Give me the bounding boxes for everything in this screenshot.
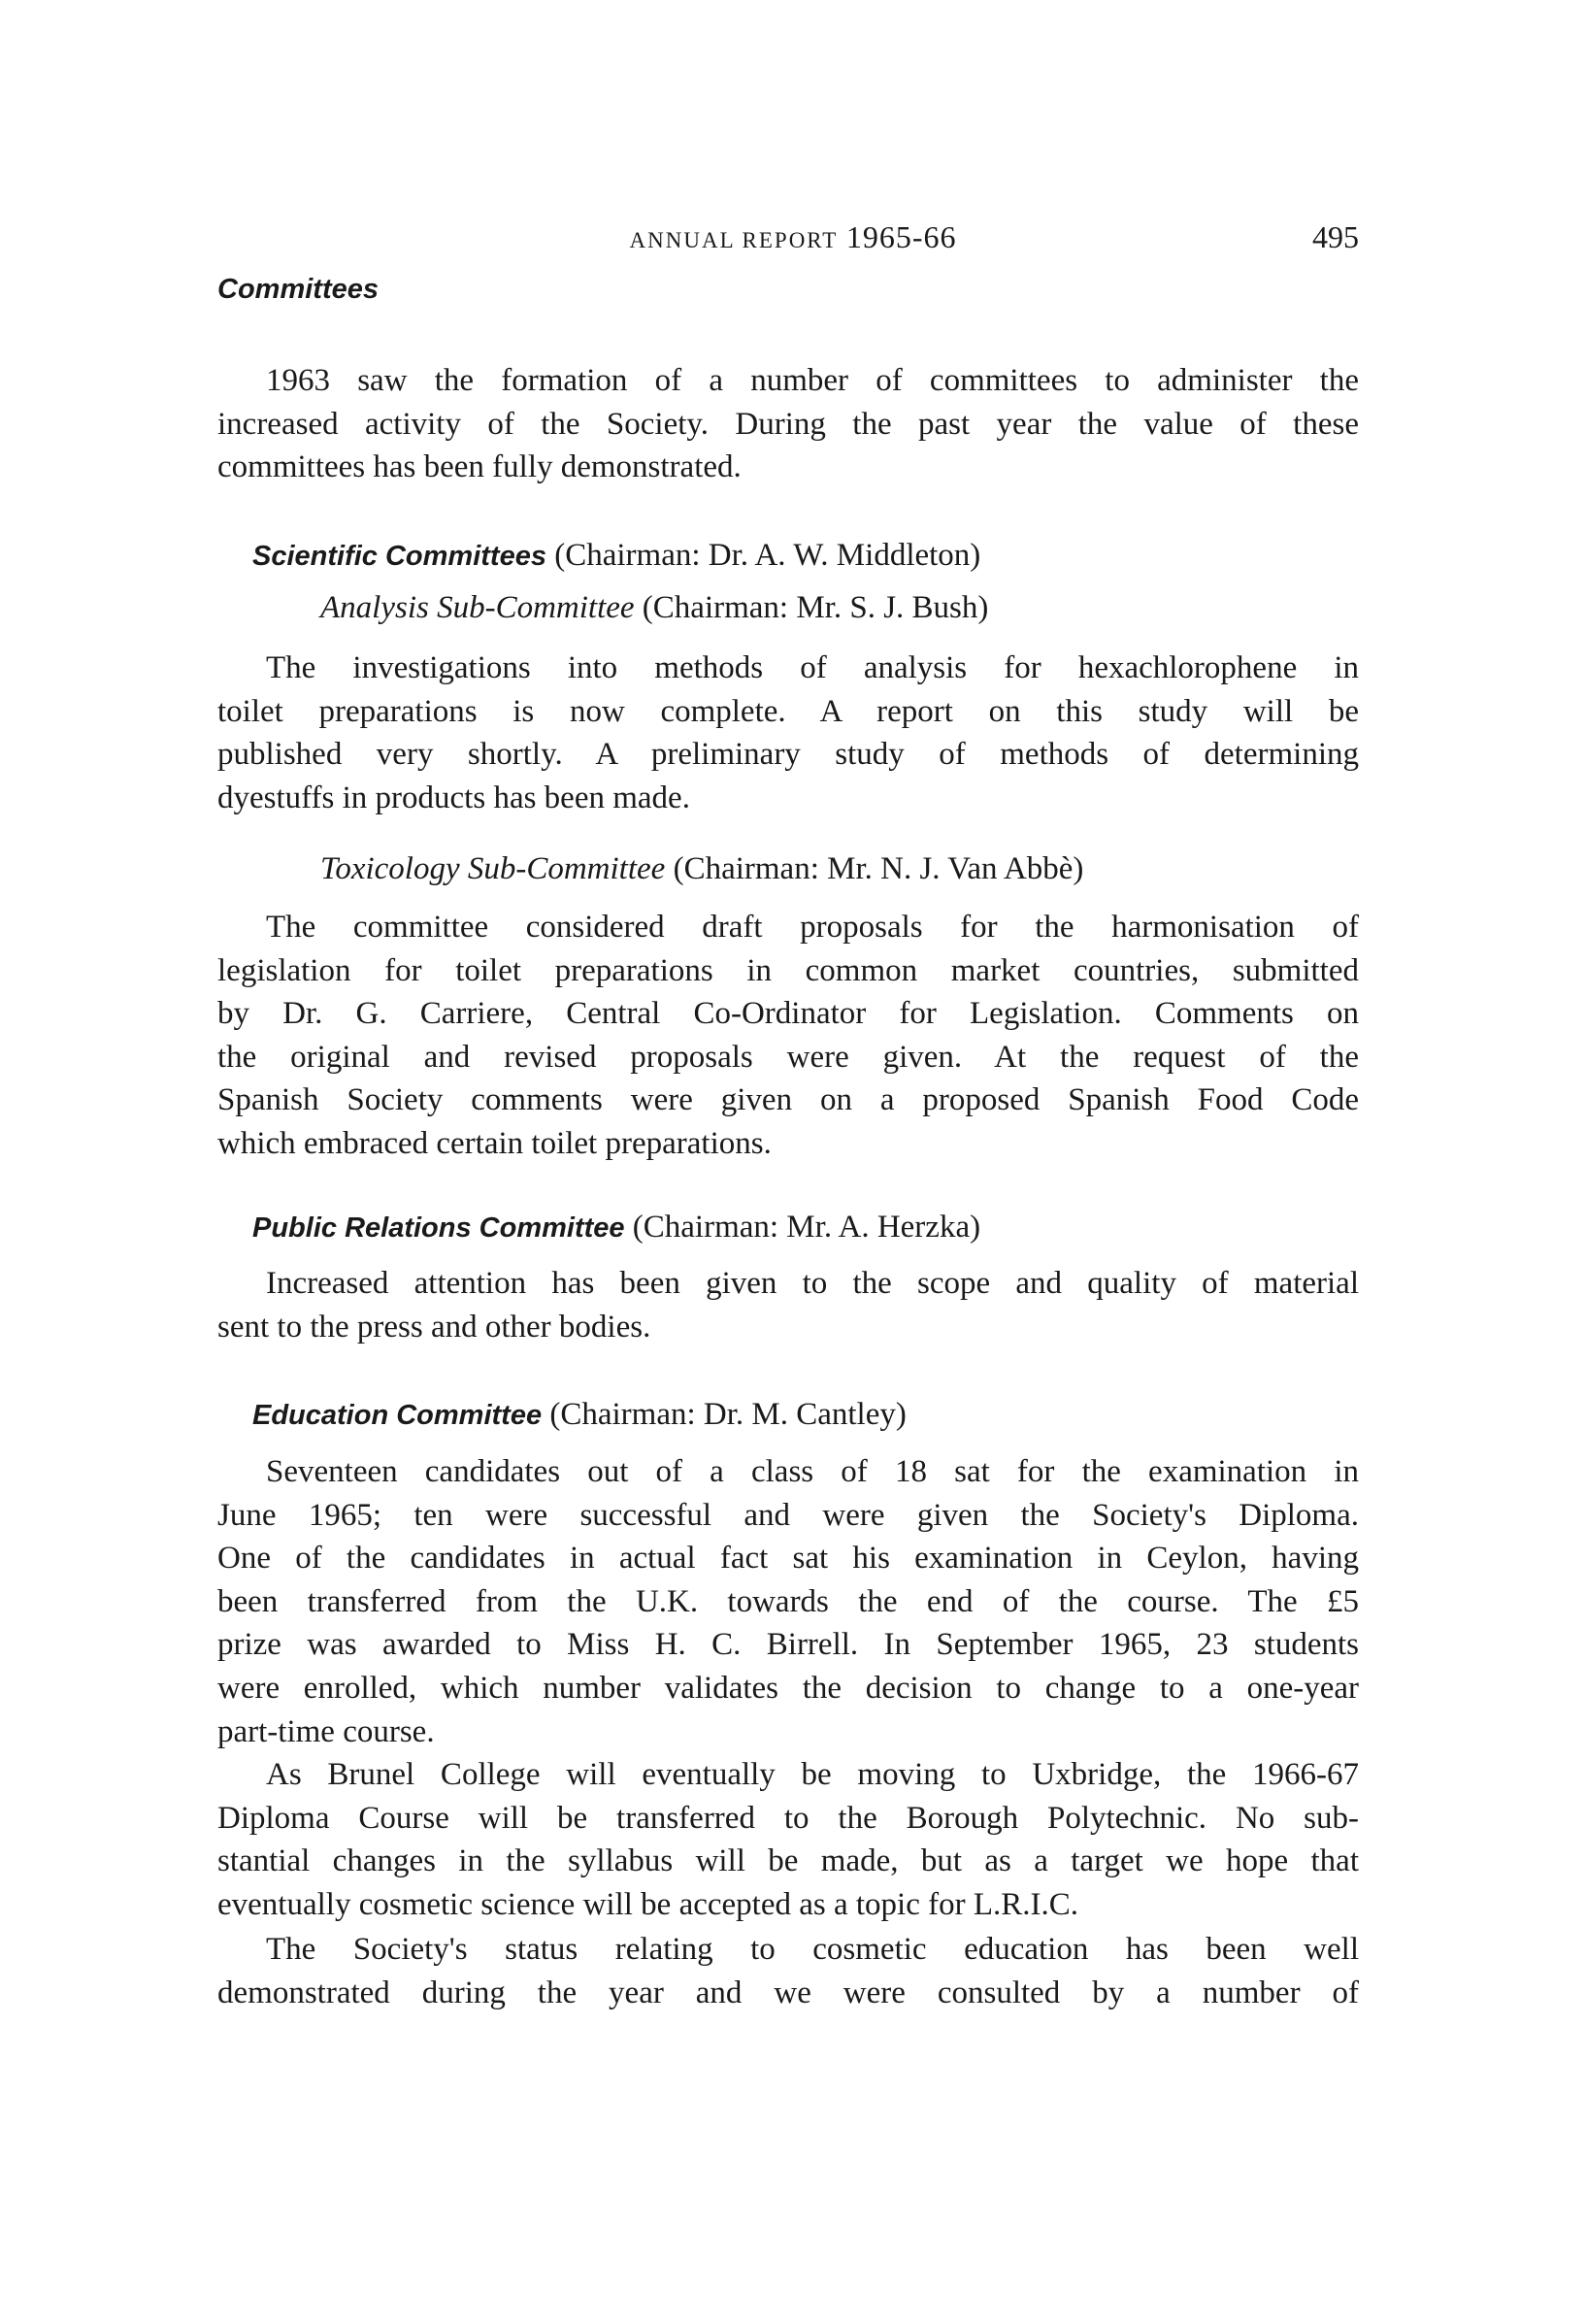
running-title: ANNUAL REPORT 1965-66 bbox=[629, 219, 957, 254]
text-line: 1963 saw the formation of a number of committees to administer the bbox=[266, 363, 1359, 398]
public-relations-paragraph bbox=[217, 1262, 1359, 1348]
text-line: prize was awarded to Miss H. C. Birrell. In September 1965, 23 students bbox=[217, 1627, 1359, 1663]
committees-paragraph bbox=[217, 359, 1359, 489]
text-line: the original and revised proposals were given. At the request of the bbox=[217, 1039, 1359, 1075]
text-line: legislation for toilet preparations in common market countries, submitted bbox=[217, 952, 1359, 988]
text-line: As Brunel College will eventually be moving to Uxbridge, the 1966-67 bbox=[266, 1757, 1359, 1792]
text-line: June 1965; ten were successful and were given the Society's Diploma. bbox=[217, 1497, 1359, 1533]
text-line: demonstrated during the year and we were consulted by a number of bbox=[217, 1975, 1359, 2010]
text-line: committees has been fully demonstrated. bbox=[217, 449, 742, 485]
text-line: which embraced certain toilet preparations. bbox=[217, 1125, 772, 1161]
toxicology-subcommittee-heading: Toxicology Sub-Committee (Chairman: Mr. N. J. Van Abbè) bbox=[320, 851, 1084, 886]
report-year: 1965-66 bbox=[845, 219, 957, 254]
text-line: increased activity of the Society. During the past year the value of these bbox=[217, 406, 1359, 442]
text-line: sent to the press and other bodies. bbox=[217, 1309, 651, 1345]
text-line: by Dr. G. Carriere, Central Co-Ordinator for Legislation. Comments on bbox=[217, 996, 1359, 1032]
public-relations-heading: Public Relations Committee (Chairman: Mr. A. Herzka) bbox=[252, 1210, 981, 1245]
education-paragraph-3 bbox=[217, 1928, 1359, 2014]
education-paragraph-2 bbox=[217, 1753, 1359, 1926]
committees-heading: Committees bbox=[217, 274, 379, 305]
text-line: stantial changes in the syllabus will be made, but as a target we hope that bbox=[217, 1843, 1359, 1879]
text-line: Spanish Society comments were given on a proposed Spanish Food Code bbox=[217, 1082, 1359, 1118]
page-number: 495 bbox=[1312, 219, 1359, 254]
text-line: eventually cosmetic science will be accepted as a topic for L.R.I.C. bbox=[217, 1886, 1078, 1922]
text-line: dyestuffs in products has been made. bbox=[217, 780, 690, 815]
education-paragraph-1 bbox=[217, 1450, 1359, 1753]
text-line: The Society's status relating to cosmetic education has been well bbox=[266, 1932, 1359, 1967]
text-line: One of the candidates in actual fact sat his examination in Ceylon, having bbox=[217, 1541, 1359, 1577]
analysis-subcommittee-heading: Analysis Sub-Committee (Chairman: Mr. S. J. Bush) bbox=[320, 590, 989, 625]
text-line: The committee considered draft proposals for the harmonisation of bbox=[266, 910, 1359, 945]
text-line: been transferred from the U.K. towards the end of the course. The £5 bbox=[217, 1583, 1359, 1619]
text-line: were enrolled, which number validates the decision to change to a one-year bbox=[217, 1670, 1359, 1706]
text-line: toilet preparations is now complete. A report on this study will be bbox=[217, 693, 1359, 729]
text-line: Seventeen candidates out of a class of 18 sat for the examination in bbox=[266, 1454, 1359, 1489]
text-line: The investigations into methods of analysis for hexachlorophene in bbox=[266, 650, 1359, 685]
text-line: part-time course. bbox=[217, 1713, 435, 1749]
text-line: published very shortly. A preliminary study of methods of determining bbox=[217, 737, 1359, 773]
text-line: Increased attention has been given to the scope and quality of material bbox=[266, 1266, 1359, 1301]
text-line: Diploma Course will be transferred to the Borough Polytechnic. No sub- bbox=[217, 1800, 1359, 1836]
toxicology-paragraph bbox=[217, 906, 1359, 1166]
education-heading: Education Committee (Chairman: Dr. M. Cantley) bbox=[252, 1397, 907, 1432]
scientific-committees-heading: Scientific Committees (Chairman: Dr. A. W. Middleton) bbox=[252, 538, 981, 573]
analysis-paragraph bbox=[217, 647, 1359, 819]
